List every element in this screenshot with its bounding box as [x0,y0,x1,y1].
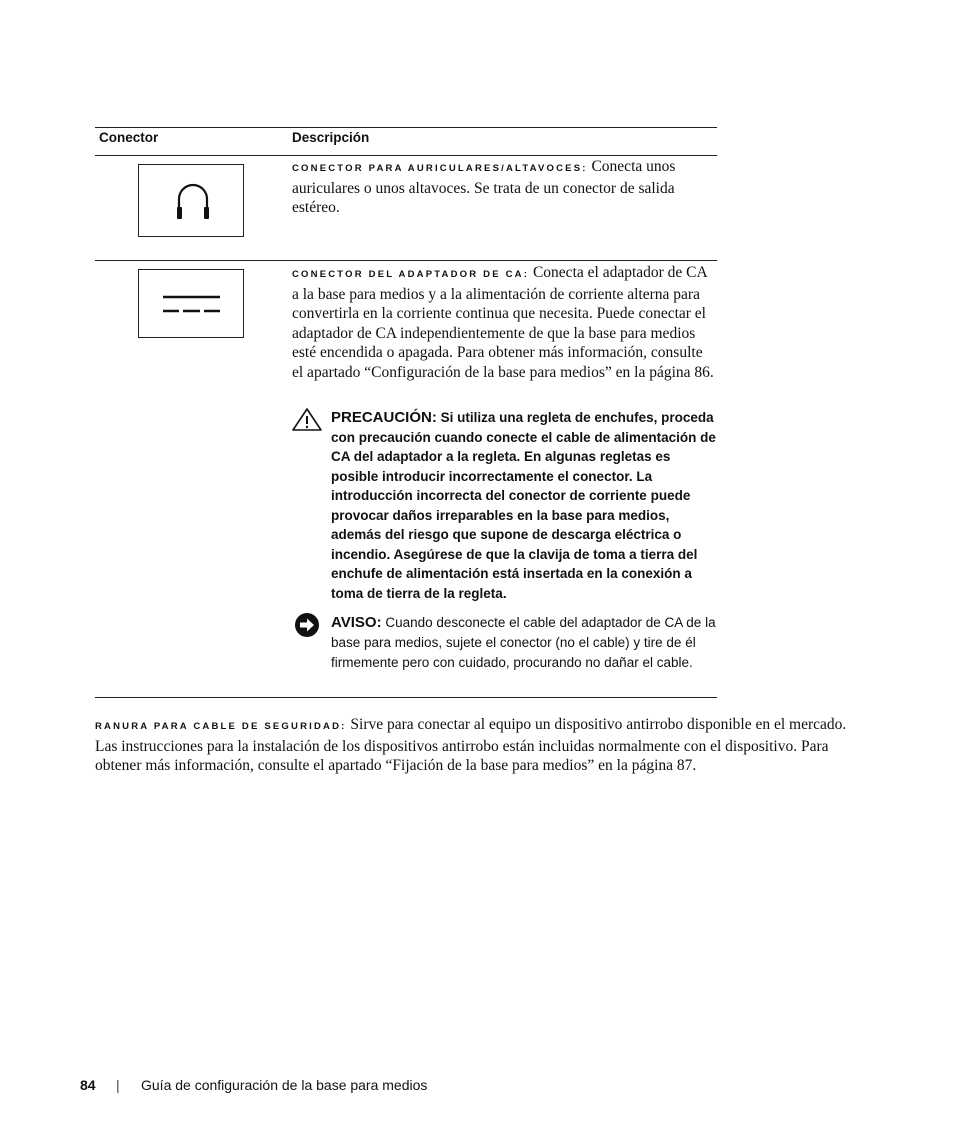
security-slot-lead: RANURA PARA CABLE DE SEGURIDAD: [95,721,347,732]
headphone-connector-description [292,157,717,218]
table-bottom-rule [95,697,717,698]
headphone-connector-text: Conecta unos auriculares o unos altavoces. Se trata de un conector de salida estéreo. [292,158,676,216]
notice-block [331,613,717,672]
table-top-rule [95,127,717,128]
ac-adapter-connector-text: Conecta el adaptador de CA a la base para medios y a la alimentación de corriente alterna para convertirla en la corriente continua que necesita. Puede conectar el adaptador de CA independientemente de que la base para medios esté encendida o apagada. Para obtener más información, consulte el apartado “Configuración de la base para medios” en la página 86. [292,264,714,381]
headphone-icon [139,165,243,236]
ac-adapter-connector-description [292,263,717,382]
footer-title: Guía de configuración de la base para medios [141,1077,428,1093]
ac-adapter-connector-lead: CONECTOR DEL ADAPTADOR DE CA: [292,269,530,280]
column-header-description: Descripción [292,130,370,145]
caution-triangle-icon [291,407,323,432]
dc-power-icon [139,270,243,337]
notice-title: AVISO: [331,614,382,631]
notice-arrow-icon [294,612,320,638]
security-slot-paragraph [95,715,855,776]
caution-title: PRECAUCIÓN: [331,409,437,426]
column-header-connector: Conector [99,130,159,145]
ac-adapter-connector-box [138,269,244,338]
page-number: 84 [80,1077,96,1093]
table-row-rule [95,260,717,261]
notice-text: Cuando desconecte el cable del adaptador de CA de la base para medios, sujete el conector (no el cable) y tire de él firmemente pero con cuidado, procurando no dañar el cable. [331,615,716,670]
caution-text: Si utiliza una regleta de enchufes, proceda con precaución cuando conecte el cable de alimentación de CA del adaptador a la regleta. En algunas regletas es posible introducir incorrectamente el conector. La introducción incorrecta del conector de corriente puede provocar daños irreparables en la base para medios, además del riesgo que supone de descarga eléctrica o incendio. Asegúrese de que la clavija de toma a tierra del enchufe de alimentación está insertada en la conexión a toma de tierra de la regleta. [331,410,716,601]
security-slot-text: Sirve para conectar al equipo un dispositivo antirrobo disponible en el mercado. Las instrucciones para la instalación de los dispositivos antirrobo están incluidas normalmente con el dispositivo. Para obtener más información, consulte el apartado “Fijación de la base para medios” en la página 87. [95,716,847,774]
table-header-rule [95,155,717,156]
footer-separator: | [116,1077,120,1093]
headphone-connector-box [138,164,244,237]
caution-block [331,408,717,603]
headphone-connector-lead: CONECTOR PARA AURICULARES/ALTAVOCES: [292,163,588,174]
